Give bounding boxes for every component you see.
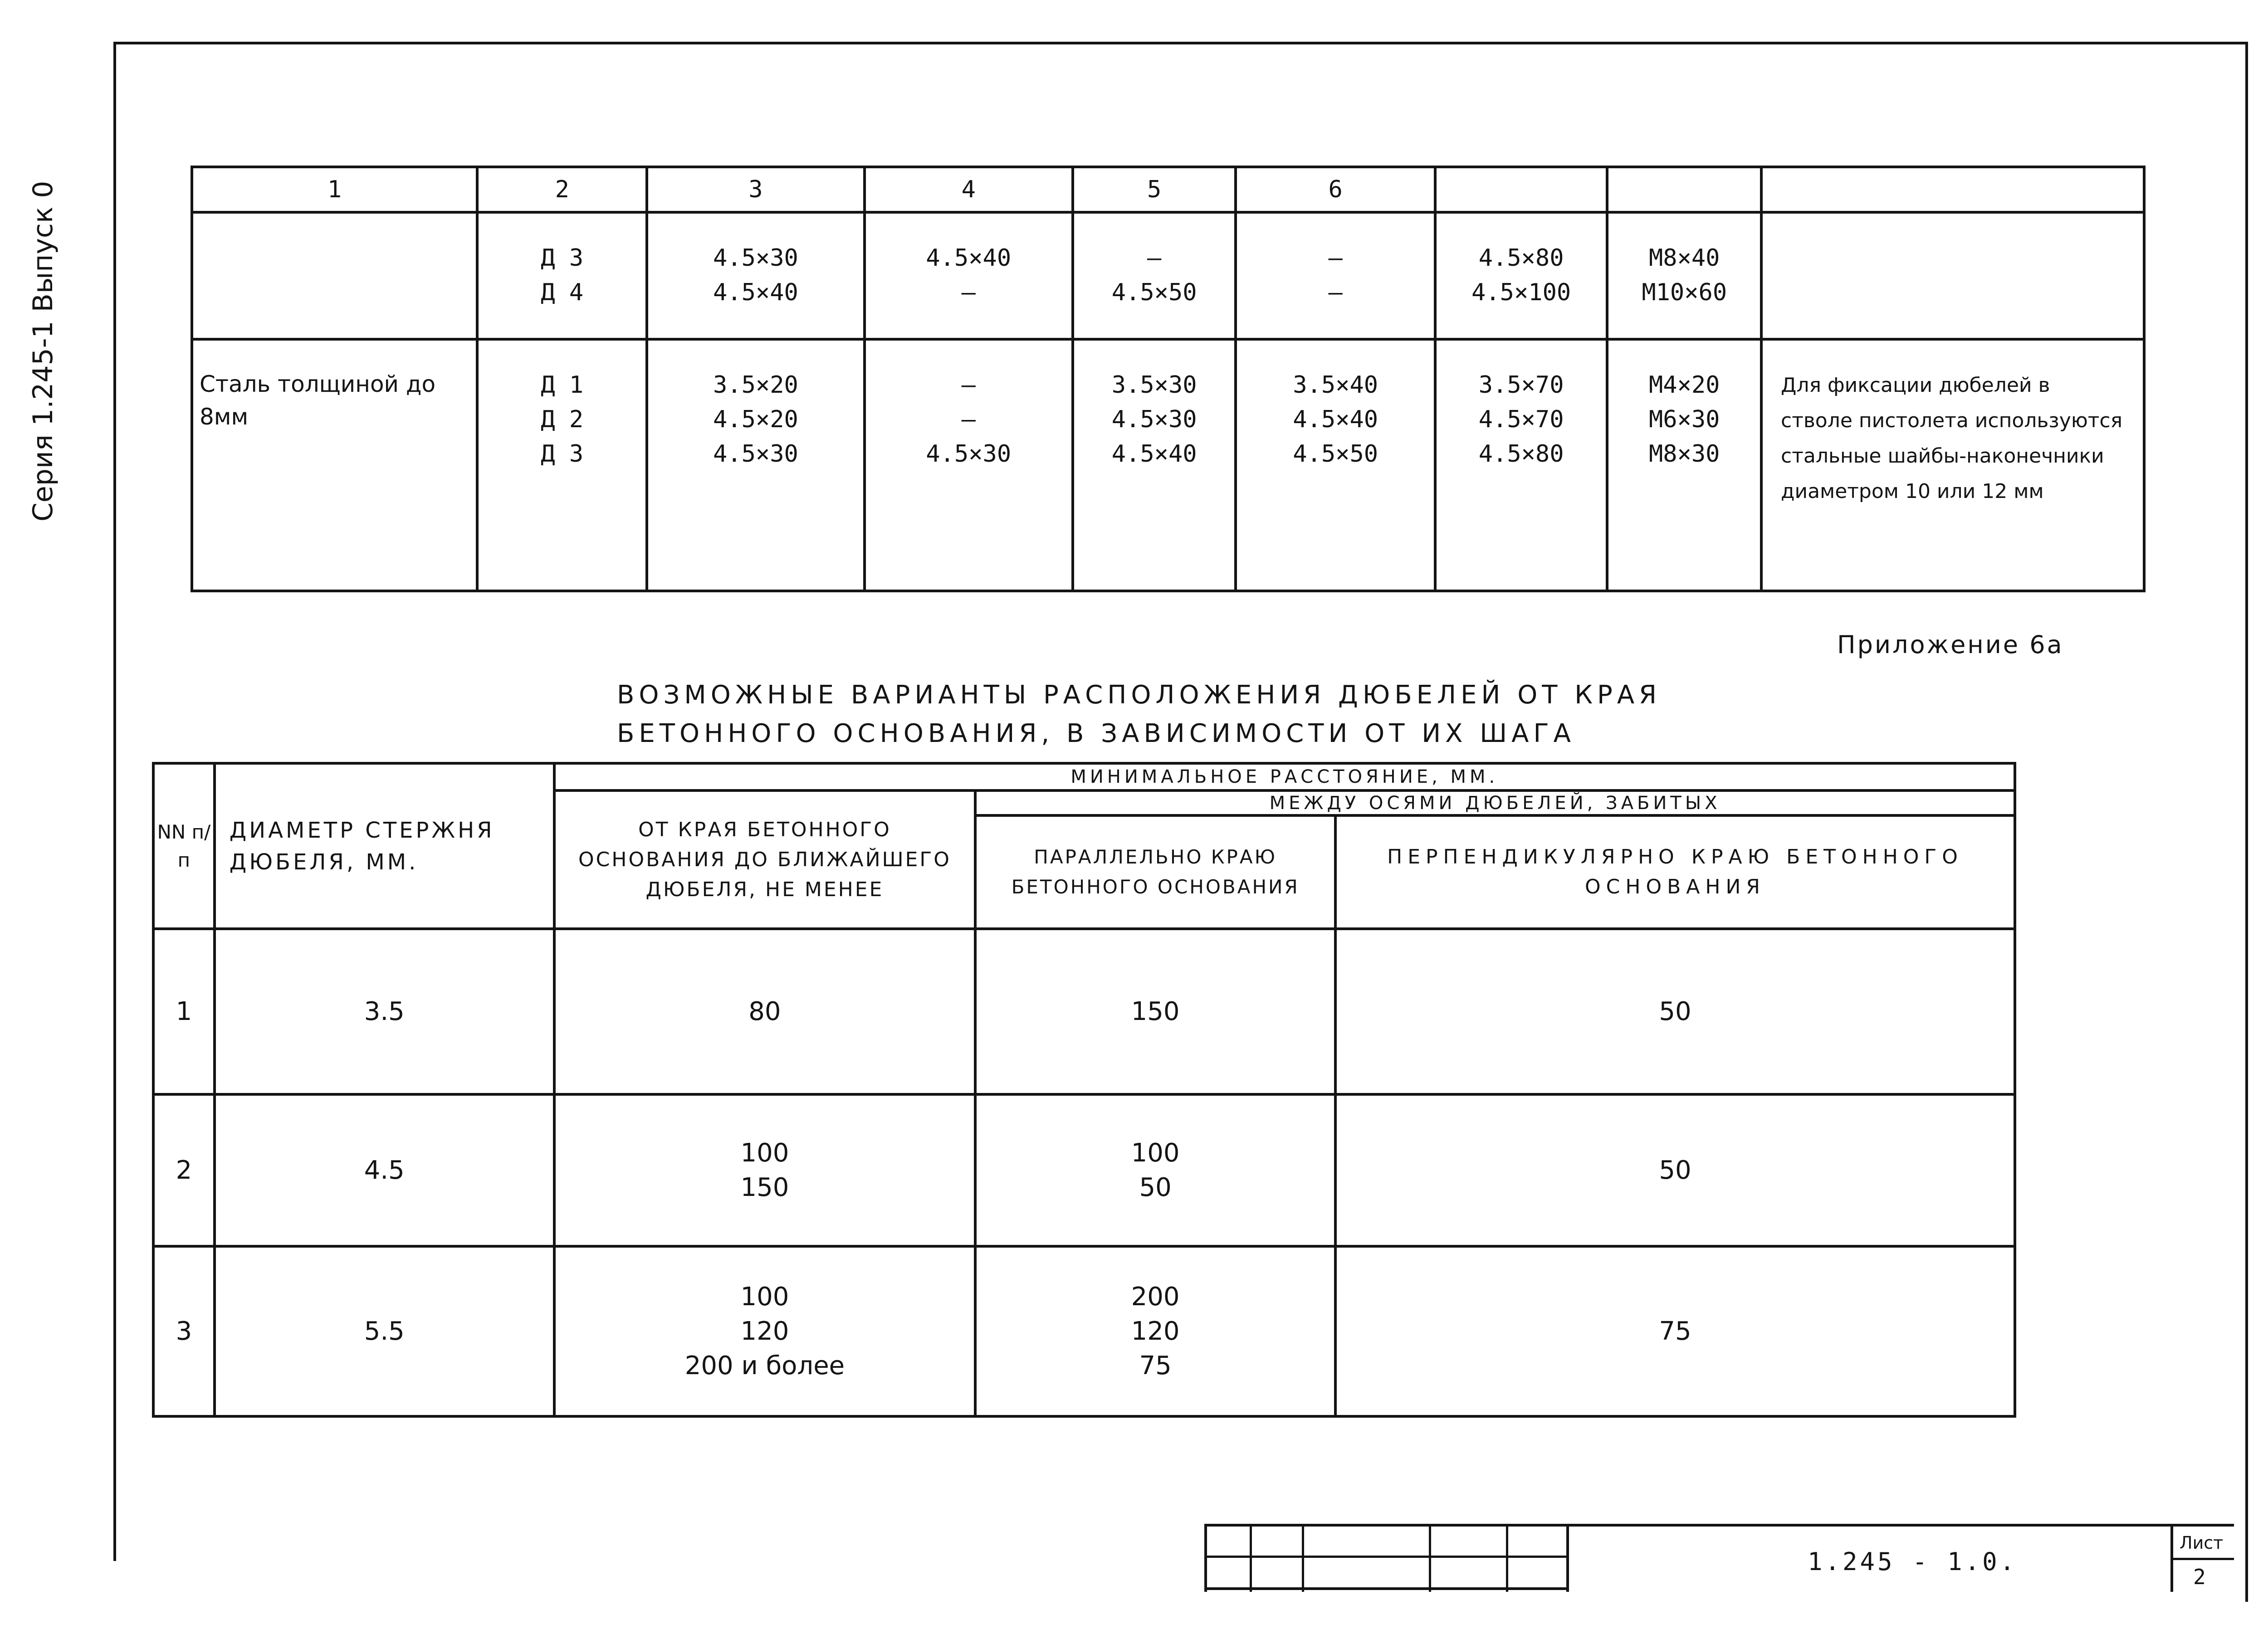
value: –: [961, 371, 976, 399]
size-cell: [1073, 212, 1236, 339]
table-row: [192, 339, 2144, 591]
row-diameter: 3.5: [215, 929, 554, 1094]
table1-header-cell: 1: [192, 167, 477, 212]
table-row: [153, 1246, 2015, 1416]
value: М10×60: [1642, 279, 1727, 306]
header-diameter-text: ДИАМЕТР СТЕРЖНЯ ДЮБЕЛЯ, ММ.: [229, 817, 495, 875]
table1-header-cell: 2: [477, 167, 647, 212]
header-nn-text: NN п/п: [157, 820, 211, 871]
table1-header-cell: [1435, 167, 1608, 212]
dowel-type-cell: [477, 339, 647, 591]
value: 4.5×80: [1478, 244, 1564, 272]
header-parallel-text: ПАРАЛЛЕЛЬНО КРАЮ БЕТОННОГО ОСНОВАНИЯ: [1011, 846, 1300, 898]
dowel-size-table: [191, 166, 2146, 592]
header-perpendicular-text: ПЕРПЕНДИКУЛЯРНО КРАЮ БЕТОННОГО ОСНОВАНИЯ: [1387, 845, 1963, 898]
value: –: [1328, 244, 1343, 272]
value: Д 4: [541, 279, 584, 306]
table1-header-cell: 4: [865, 167, 1073, 212]
sheet-label: Лист: [2180, 1533, 2224, 1553]
row-perpendicular: 75: [1335, 1246, 2015, 1416]
size-cell: [865, 212, 1073, 339]
row-parallel: [975, 1246, 1335, 1416]
value: 3.5×30: [1111, 371, 1197, 399]
row-perpendicular: 50: [1335, 929, 2015, 1094]
dowel-type-cell: [477, 212, 647, 339]
table-row: [153, 929, 2015, 1094]
value: –: [961, 279, 976, 306]
table1-header-row: [192, 167, 2144, 212]
table2-header-row: [153, 763, 2015, 790]
row-edge: [554, 929, 976, 1094]
value: 150: [740, 1172, 789, 1202]
value: 4.5×70: [1478, 406, 1564, 433]
value: 4.5×40: [926, 244, 1012, 272]
value: –: [1147, 244, 1162, 272]
value: 100: [740, 1282, 789, 1312]
value: 200: [1131, 1282, 1180, 1312]
size-cell: [647, 212, 864, 339]
table1-header-cell: 3: [647, 167, 864, 212]
size-cell: [1435, 212, 1608, 339]
value: 3.5×20: [713, 371, 798, 399]
value: Д 3: [541, 440, 584, 468]
note-cell: [1761, 212, 2144, 339]
value: 4.5×30: [926, 440, 1012, 468]
header-edge-text: ОТ КРАЯ БЕТОННОГО ОСНОВАНИЯ ДО БЛИЖАЙШЕГО ДЮБЕЛЯ, НЕ МЕНЕЕ: [578, 818, 951, 901]
table-row: [192, 212, 2144, 339]
frame-right-line: [2245, 42, 2248, 1602]
value: 4.5×100: [1471, 279, 1571, 306]
header-min-distance: [554, 763, 2015, 790]
row-number: 1: [153, 929, 215, 1094]
title-block: [1204, 1524, 2234, 1590]
bolt-cell: [1607, 339, 1761, 591]
row-edge: [554, 1246, 976, 1416]
row-edge: [554, 1094, 976, 1246]
table1-header-cell: [1607, 167, 1761, 212]
header-parallel: [975, 815, 1335, 929]
value: М6×30: [1648, 406, 1720, 433]
row-number: 3: [153, 1246, 215, 1416]
size-cell: [1236, 339, 1435, 591]
frame-left-line: [113, 42, 116, 1561]
value: 100: [1131, 1138, 1180, 1168]
appendix-label: Приложение 6а: [1837, 630, 2064, 659]
header-between-axes: [975, 790, 2015, 815]
row-number: 2: [153, 1094, 215, 1246]
table1-header-cell: [1761, 167, 2144, 212]
value: 150: [1131, 997, 1180, 1026]
table1-header-cell: 5: [1073, 167, 1236, 212]
size-cell: [647, 339, 864, 591]
value: Д 1: [541, 371, 584, 399]
value: 120: [1131, 1316, 1180, 1346]
value: 4.5×40: [1293, 406, 1378, 433]
material-cell: [192, 339, 477, 591]
value: 80: [748, 997, 781, 1026]
value: –: [961, 406, 976, 433]
sheet-number: 2: [2193, 1565, 2206, 1589]
value: –: [1328, 279, 1343, 306]
table-row: [153, 1094, 2015, 1246]
table1-header-cell: 6: [1236, 167, 1435, 212]
row-perpendicular: 50: [1335, 1094, 2015, 1246]
side-series-label: Серия 1.245-1 Выпуск 0: [27, 180, 59, 522]
value: М8×40: [1648, 244, 1720, 272]
document-code: 1.245 - 1.0.: [1808, 1547, 2018, 1576]
value: 4.5×30: [713, 244, 798, 272]
header-nn: [153, 763, 215, 929]
material-text: Сталь толщиной до 8мм: [200, 371, 436, 430]
value: 4.5×50: [1111, 279, 1197, 306]
value: 4.5×80: [1478, 440, 1564, 468]
note-text: Для фиксации дюбелей в стволе пистолета используются стальные шайбы-наконечники диаметром 10 или 12 мм: [1781, 374, 2123, 503]
header-diameter: [215, 763, 554, 929]
row-parallel: [975, 929, 1335, 1094]
value: М8×30: [1648, 440, 1720, 468]
size-cell: [865, 339, 1073, 591]
value: 4.5×30: [713, 440, 798, 468]
frame-top-line: [113, 42, 2245, 44]
row-diameter: 5.5: [215, 1246, 554, 1416]
value: 50: [1139, 1172, 1172, 1202]
header-between-axes-text: МЕЖДУ ОСЯМИ ДЮБЕЛЕЙ, ЗАБИТЫХ: [1269, 792, 1721, 814]
value: 4.5×40: [1111, 440, 1197, 468]
row-diameter: 4.5: [215, 1094, 554, 1246]
header-min-distance-text: МИНИМАЛЬНОЕ РАССТОЯНИЕ, ММ.: [1070, 766, 1499, 787]
value: 75: [1139, 1351, 1172, 1380]
page-title-line1: ВОЗМОЖНЫЕ ВАРИАНТЫ РАСПОЛОЖЕНИЯ ДЮБЕЛЕЙ ОТ КРАЯ: [617, 680, 1662, 710]
value: М4×20: [1648, 371, 1720, 399]
page-title-line2: БЕТОННОГО ОСНОВАНИЯ, В ЗАВИСИМОСТИ ОТ ИХ ШАГА: [617, 719, 1575, 748]
size-cell: [1236, 212, 1435, 339]
value: 4.5×30: [1111, 406, 1197, 433]
size-cell: [1073, 339, 1236, 591]
dowel-spacing-table: [152, 762, 2016, 1418]
value: Д 2: [541, 406, 584, 433]
value: 3.5×70: [1478, 371, 1564, 399]
value: 200 и более: [684, 1351, 845, 1380]
bolt-cell: [1607, 212, 1761, 339]
value: 4.5×50: [1293, 440, 1378, 468]
size-cell: [1435, 339, 1608, 591]
value: 100: [740, 1138, 789, 1168]
note-cell: [1761, 339, 2144, 591]
value: Д 3: [541, 244, 584, 272]
header-edge: [554, 790, 976, 929]
material-cell: [192, 212, 477, 339]
value: 120: [740, 1316, 789, 1346]
value: 4.5×20: [713, 406, 798, 433]
value: 3.5×40: [1293, 371, 1378, 399]
row-parallel: [975, 1094, 1335, 1246]
value: 4.5×40: [713, 279, 798, 306]
header-perpendicular: [1335, 815, 2015, 929]
